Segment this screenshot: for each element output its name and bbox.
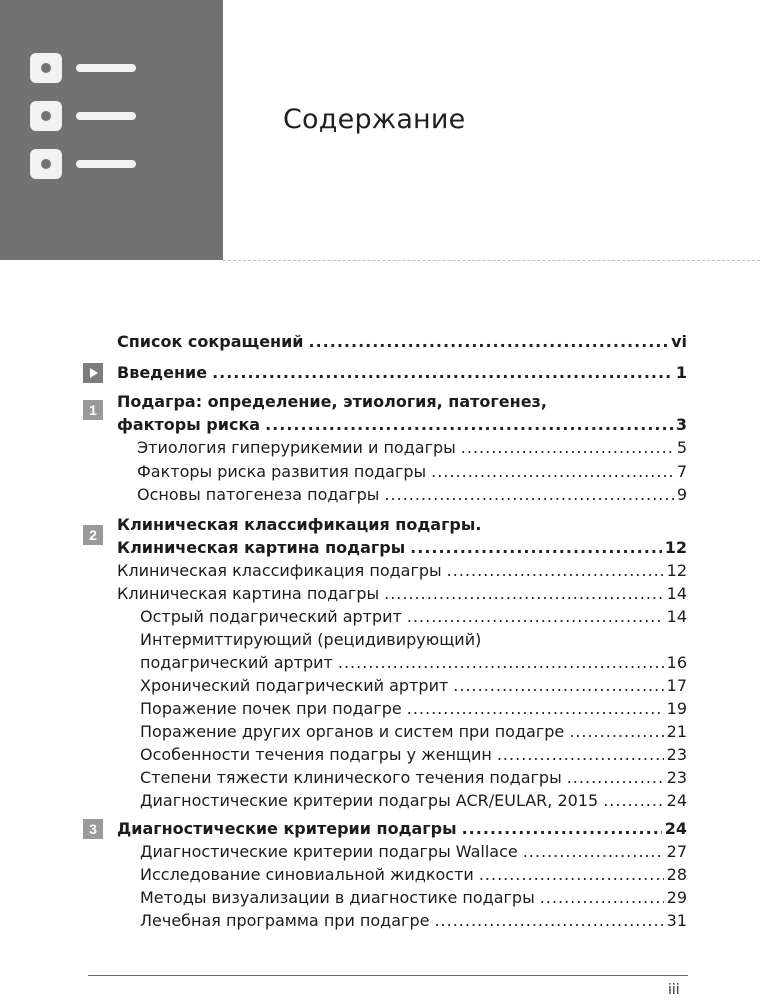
dot-leader	[540, 887, 664, 909]
toc-entry-label: Клиническая картина подагры	[117, 584, 380, 603]
toc-subentry[interactable]	[137, 437, 687, 459]
toc-subentry[interactable]	[137, 484, 687, 506]
chapter-title-line[interactable]: Клиническая классификация подагры.	[117, 515, 482, 534]
toc-entry-label: Поражение почек при подагре	[140, 699, 402, 718]
chapter-number-badge: 2	[83, 525, 103, 545]
dot-leader	[212, 362, 673, 384]
toc-page-number: 9	[676, 485, 687, 504]
toc-page-number: 14	[666, 584, 687, 603]
play-icon	[83, 363, 103, 383]
dot-leader	[410, 537, 662, 559]
toc-subentry[interactable]	[140, 790, 687, 812]
toc-page-number: 14	[666, 607, 687, 626]
toc-subentry[interactable]	[140, 652, 687, 674]
toc-section-entry[interactable]	[117, 583, 687, 605]
toc-entry-label: факторы риска	[117, 415, 261, 434]
toc-entry-label: Клиническая классификация подагры	[117, 561, 442, 580]
dot-leader	[309, 331, 669, 353]
dot-leader	[434, 910, 663, 932]
toc-page-number: 31	[666, 911, 687, 930]
toc-entry-label: Факторы риска развития подагры	[137, 462, 427, 481]
chapter-number-badge: 3	[83, 819, 103, 839]
chapter-title-line[interactable]: Подагра: определение, этиология, патогенез,	[117, 392, 547, 411]
toc-entry-label: Введение	[117, 363, 208, 382]
toc-subentry[interactable]	[140, 721, 687, 743]
toc-subentry[interactable]	[140, 744, 687, 766]
toc-entry-chapter-1[interactable]	[117, 414, 687, 436]
dot-leader	[453, 675, 663, 697]
chapter-number-badge: 1	[83, 400, 103, 420]
dot-leader	[569, 721, 663, 743]
toc-entry-abbreviations[interactable]	[117, 331, 687, 353]
toc-subentry-line[interactable]: Интермиттирующий (рецидивирующий)	[140, 630, 482, 649]
toc-page-number: 29	[666, 888, 687, 907]
toc-page-number: 27	[666, 842, 687, 861]
footer-divider	[88, 975, 688, 976]
dot-leader	[462, 818, 662, 840]
toc-entry-label: Хронический подагрический артрит	[140, 676, 449, 695]
toc-entry-chapter-2[interactable]	[117, 537, 687, 559]
toc-entry-label: Диагностические критерии подагры ACR/EULAR, 2015	[140, 791, 599, 810]
dot-leader	[407, 698, 664, 720]
toc-entry-introduction[interactable]	[117, 362, 687, 384]
toc-page-number: 3	[675, 415, 687, 434]
toc-page-number: 17	[666, 676, 687, 695]
toc-entry-label: Исследование синовиальной жидкости	[140, 865, 474, 884]
toc-page-number: 28	[666, 865, 687, 884]
toc-page-number: vi	[671, 332, 687, 351]
toc-entry-label: Диагностические критерии подагры Wallace	[140, 842, 518, 861]
toc-subentry[interactable]	[140, 864, 687, 886]
toc-subentry[interactable]	[140, 698, 687, 720]
toc-page-number: 24	[664, 819, 687, 838]
dot-leader	[431, 461, 674, 483]
toc-entry-label: Диагностические критерии подагры	[117, 819, 457, 838]
dot-leader	[407, 606, 664, 628]
toc-page-number: 24	[666, 791, 687, 810]
toc-subentry[interactable]	[137, 461, 687, 483]
toc-subentry[interactable]	[140, 841, 687, 863]
dot-leader	[384, 484, 673, 506]
toc-page-number: 23	[666, 745, 687, 764]
toc-entry-label: Клиническая картина подагры	[117, 538, 406, 557]
toc-subentry[interactable]	[140, 767, 687, 789]
toc-subentry[interactable]	[140, 606, 687, 628]
toc-entry-label: подагрический артрит	[140, 653, 333, 672]
dot-leader	[497, 744, 664, 766]
dot-leader	[567, 767, 664, 789]
toc-subentry[interactable]	[140, 675, 687, 697]
toc-subentry[interactable]	[140, 887, 687, 909]
toc-page-number: 21	[666, 722, 687, 741]
toc-page-number: 16	[666, 653, 687, 672]
dot-leader	[384, 583, 664, 605]
toc-subentry[interactable]	[140, 910, 687, 932]
dot-leader	[338, 652, 664, 674]
toc-entry-label: Этиология гиперурикемии и подагры	[137, 438, 456, 457]
dot-leader	[523, 841, 664, 863]
toc-entry-label: Методы визуализации в диагностике подагры	[140, 888, 535, 907]
toc-entry-label: Основы патогенеза подагры	[137, 485, 380, 504]
toc-page-number: 12	[666, 561, 687, 580]
toc-entry-label: Поражение других органов и систем при подагре	[140, 722, 565, 741]
toc-entry-chapter-3[interactable]	[117, 818, 687, 840]
toc-entry-label: Острый подагрический артрит	[140, 607, 402, 626]
toc-entry-label: Степени тяжести клинического течения подагры	[140, 768, 562, 787]
toc-page-number: 12	[664, 538, 687, 557]
toc-page-number: 7	[676, 462, 687, 481]
toc-page-number: 5	[676, 438, 687, 457]
dot-leader	[479, 864, 664, 886]
toc-section-entry[interactable]	[117, 560, 687, 582]
page-number: iii	[668, 982, 680, 998]
toc-entry-label: Лечебная программа при подагре	[140, 911, 430, 930]
toc-page-number: 23	[666, 768, 687, 787]
page-title: Содержание	[283, 104, 466, 135]
toc-page-number: 19	[666, 699, 687, 718]
toc-page-number: 1	[675, 363, 687, 382]
dot-leader	[461, 437, 674, 459]
toc-entry-label: Список сокращений	[117, 332, 304, 351]
dot-leader	[265, 414, 673, 436]
toc-entry-label: Особенности течения подагры у женщин	[140, 745, 492, 764]
dot-leader	[603, 790, 663, 812]
dot-leader	[447, 560, 664, 582]
